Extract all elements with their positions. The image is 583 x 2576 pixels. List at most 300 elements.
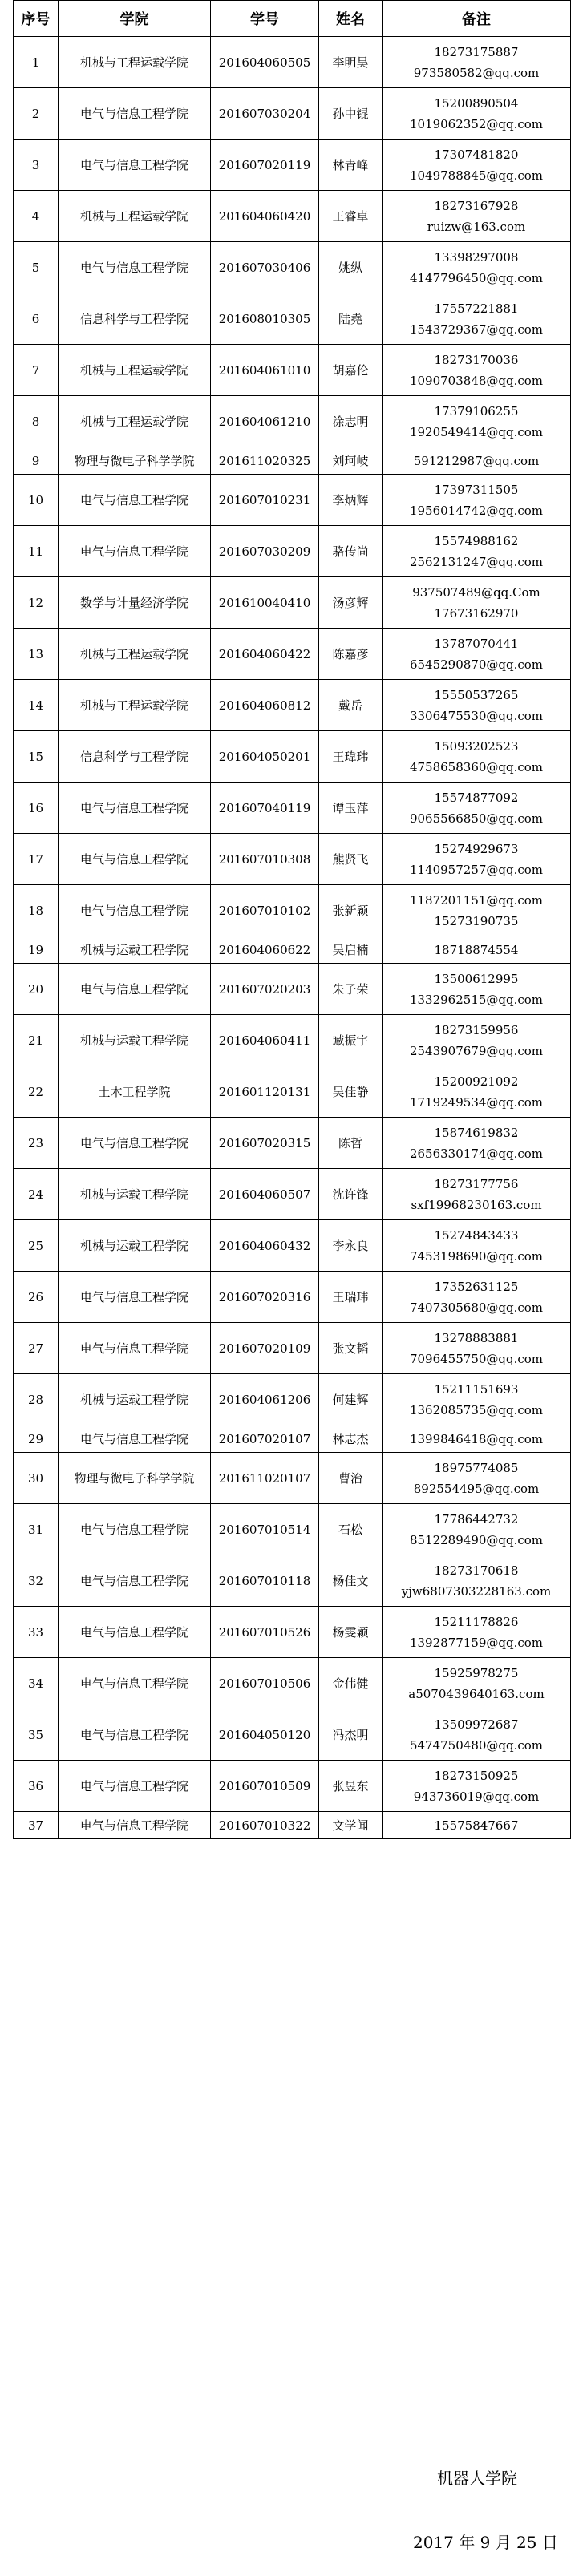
note-line: 18273150925 xyxy=(434,1768,519,1783)
cell-college: 数学与计量经济学院 xyxy=(59,577,211,629)
cell-name: 臧振宇 xyxy=(319,1015,383,1066)
cell-name: 李永良 xyxy=(319,1220,383,1272)
table-row xyxy=(14,140,571,191)
note-line: 3306475530@qq.com xyxy=(409,708,544,723)
cell-college: 电气与信息工程学院 xyxy=(59,1504,211,1555)
cell-no: 32 xyxy=(14,1555,59,1607)
cell-no: 18 xyxy=(14,885,59,936)
cell-college: 物理与微电子科学学院 xyxy=(59,447,211,475)
cell-notes xyxy=(383,526,571,577)
table-row xyxy=(14,293,571,345)
cell-no: 35 xyxy=(14,1709,59,1761)
note-line: 17352631125 xyxy=(434,1279,519,1294)
note-line: 937507489@qq.Com xyxy=(412,584,540,600)
cell-college: 电气与信息工程学院 xyxy=(59,1555,211,1607)
cell-college: 电气与信息工程学院 xyxy=(59,475,211,526)
cell-name: 张新颖 xyxy=(319,885,383,936)
cell-student-id: 201607010118 xyxy=(211,1555,319,1607)
table-body xyxy=(14,37,571,1839)
note-line: 15211178826 xyxy=(434,1614,519,1629)
note-line: 15274843433 xyxy=(434,1227,519,1243)
note-line: 1956014742@qq.com xyxy=(409,503,544,518)
cell-college: 机械与工程运载学院 xyxy=(59,37,211,88)
cell-student-id: 201604060411 xyxy=(211,1015,319,1066)
cell-college: 机械与运载工程学院 xyxy=(59,1169,211,1220)
cell-name: 涂志明 xyxy=(319,396,383,447)
note-line: a5070439640163.com xyxy=(408,1686,545,1701)
table-row xyxy=(14,964,571,1015)
table-row xyxy=(14,1323,571,1374)
table-row xyxy=(14,475,571,526)
table-row xyxy=(14,37,571,88)
cell-student-id: 201604061210 xyxy=(211,396,319,447)
note-line: 1392877159@qq.com xyxy=(409,1635,544,1650)
cell-notes xyxy=(383,1425,571,1453)
cell-student-id: 201604060505 xyxy=(211,37,319,88)
cell-notes xyxy=(383,1761,571,1812)
cell-college: 信息科学与工程学院 xyxy=(59,293,211,345)
cell-college: 机械与工程运载学院 xyxy=(59,396,211,447)
cell-college: 电气与信息工程学院 xyxy=(59,1761,211,1812)
table-row xyxy=(14,1272,571,1323)
cell-name: 吴启楠 xyxy=(319,936,383,964)
cell-student-id: 201601120131 xyxy=(211,1066,319,1118)
table-row xyxy=(14,191,571,242)
table-row xyxy=(14,1761,571,1812)
cell-name: 何建辉 xyxy=(319,1374,383,1425)
cell-notes xyxy=(383,1555,571,1607)
cell-no: 37 xyxy=(14,1812,59,1839)
note-line: 4147796450@qq.com xyxy=(409,270,544,285)
cell-no: 22 xyxy=(14,1066,59,1118)
cell-student-id: 201607010509 xyxy=(211,1761,319,1812)
note-line: 5474750480@qq.com xyxy=(409,1737,544,1753)
cell-college: 机械与工程运载学院 xyxy=(59,629,211,680)
cell-college: 电气与信息工程学院 xyxy=(59,242,211,293)
note-line: 13278883881 xyxy=(434,1330,519,1345)
cell-no: 21 xyxy=(14,1015,59,1066)
cell-notes xyxy=(383,37,571,88)
cell-notes xyxy=(383,1066,571,1118)
cell-student-id: 201607010322 xyxy=(211,1812,319,1839)
cell-name: 李明昊 xyxy=(319,37,383,88)
table-row xyxy=(14,1220,571,1272)
cell-notes xyxy=(383,783,571,834)
cell-name: 林青峰 xyxy=(319,140,383,191)
cell-notes xyxy=(383,447,571,475)
cell-name: 王瑋玮 xyxy=(319,731,383,783)
cell-no: 9 xyxy=(14,447,59,475)
note-line: 15550537265 xyxy=(434,687,519,702)
cell-notes xyxy=(383,936,571,964)
note-line: ruizw@163.com xyxy=(427,219,526,234)
note-line: 15574988162 xyxy=(434,533,519,548)
cell-name: 金伟健 xyxy=(319,1658,383,1709)
table-row xyxy=(14,526,571,577)
cell-college: 电气与信息工程学院 xyxy=(59,783,211,834)
cell-student-id: 201604061206 xyxy=(211,1374,319,1425)
cell-name: 陈哲 xyxy=(319,1118,383,1169)
cell-no: 34 xyxy=(14,1658,59,1709)
note-line: 15200921092 xyxy=(434,1074,519,1089)
cell-no: 14 xyxy=(14,680,59,731)
cell-name: 文学闻 xyxy=(319,1812,383,1839)
cell-no: 5 xyxy=(14,242,59,293)
cell-student-id: 201607030204 xyxy=(211,88,319,140)
cell-name: 曹治 xyxy=(319,1453,383,1504)
cell-college: 机械与运载工程学院 xyxy=(59,1374,211,1425)
note-line: 943736019@qq.com xyxy=(413,1789,540,1804)
cell-notes xyxy=(383,1015,571,1066)
cell-name: 沈许锋 xyxy=(319,1169,383,1220)
table-row xyxy=(14,834,571,885)
note-line: 17397311505 xyxy=(434,482,519,497)
cell-no: 3 xyxy=(14,140,59,191)
cell-notes xyxy=(383,293,571,345)
cell-notes xyxy=(383,140,571,191)
note-line: 1049788845@qq.com xyxy=(409,168,544,183)
note-line: 15925978275 xyxy=(434,1665,519,1680)
cell-notes xyxy=(383,345,571,396)
cell-notes xyxy=(383,1323,571,1374)
cell-name: 王瑞玮 xyxy=(319,1272,383,1323)
cell-student-id: 201607020316 xyxy=(211,1272,319,1323)
note-line: 9065566850@qq.com xyxy=(409,811,544,826)
cell-no: 2 xyxy=(14,88,59,140)
table-row xyxy=(14,345,571,396)
cell-notes xyxy=(383,1504,571,1555)
cell-no: 19 xyxy=(14,936,59,964)
note-line: 17673162970 xyxy=(434,605,519,621)
cell-student-id: 201604050201 xyxy=(211,731,319,783)
table-row xyxy=(14,783,571,834)
note-line: 2656330174@qq.com xyxy=(409,1146,544,1161)
note-line: 1019062352@qq.com xyxy=(409,116,544,131)
cell-student-id: 201607010231 xyxy=(211,475,319,526)
note-line: 15273190735 xyxy=(434,913,519,928)
note-line: 13500612995 xyxy=(434,971,519,986)
cell-no: 13 xyxy=(14,629,59,680)
header-college: 学院 xyxy=(59,1,211,37)
note-line: 1187201151@qq.com xyxy=(409,892,544,908)
cell-student-id: 201604061010 xyxy=(211,345,319,396)
note-line: 1140957257@qq.com xyxy=(409,862,544,877)
note-line: 4758658360@qq.com xyxy=(409,759,544,774)
cell-name: 戴岳 xyxy=(319,680,383,731)
cell-student-id: 201607030209 xyxy=(211,526,319,577)
table-row xyxy=(14,1555,571,1607)
cell-notes xyxy=(383,1453,571,1504)
cell-name: 杨佳文 xyxy=(319,1555,383,1607)
cell-college: 机械与运载工程学院 xyxy=(59,1220,211,1272)
note-line: 18273175887 xyxy=(434,44,519,59)
cell-notes xyxy=(383,964,571,1015)
cell-name: 孙中锟 xyxy=(319,88,383,140)
cell-notes xyxy=(383,629,571,680)
note-line: 973580582@qq.com xyxy=(413,65,540,80)
cell-notes xyxy=(383,1169,571,1220)
cell-college: 土木工程学院 xyxy=(59,1066,211,1118)
note-line: 18273177756 xyxy=(434,1176,519,1191)
table-row xyxy=(14,1504,571,1555)
table-row xyxy=(14,1607,571,1658)
cell-college: 机械与工程运载学院 xyxy=(59,345,211,396)
cell-student-id: 201607020107 xyxy=(211,1425,319,1453)
cell-no: 1 xyxy=(14,37,59,88)
table-row xyxy=(14,1453,571,1504)
cell-student-id: 201604060812 xyxy=(211,680,319,731)
note-line: 7407305680@qq.com xyxy=(409,1300,544,1315)
cell-student-id: 201604060420 xyxy=(211,191,319,242)
table-row xyxy=(14,577,571,629)
cell-student-id: 201607010102 xyxy=(211,885,319,936)
roster-table xyxy=(13,0,571,1839)
note-line: 1920549414@qq.com xyxy=(409,424,544,439)
cell-notes xyxy=(383,396,571,447)
cell-student-id: 201607010308 xyxy=(211,834,319,885)
table-row xyxy=(14,88,571,140)
cell-notes xyxy=(383,1607,571,1658)
table-row xyxy=(14,1658,571,1709)
cell-student-id: 201611020107 xyxy=(211,1453,319,1504)
note-line: 13509972687 xyxy=(434,1717,519,1732)
note-line: 15574877092 xyxy=(434,790,519,805)
cell-student-id: 201607020109 xyxy=(211,1323,319,1374)
note-line: 13398297008 xyxy=(434,249,519,265)
cell-college: 电气与信息工程学院 xyxy=(59,1425,211,1453)
cell-student-id: 201607010526 xyxy=(211,1607,319,1658)
cell-college: 电气与信息工程学院 xyxy=(59,1709,211,1761)
cell-college: 电气与信息工程学院 xyxy=(59,1272,211,1323)
cell-college: 电气与信息工程学院 xyxy=(59,1812,211,1839)
note-line: 17557221881 xyxy=(434,301,519,316)
note-line: 8512289490@qq.com xyxy=(409,1532,544,1547)
table-row xyxy=(14,1374,571,1425)
cell-name: 汤彦辉 xyxy=(319,577,383,629)
cell-notes xyxy=(383,577,571,629)
table-row xyxy=(14,1169,571,1220)
note-line: 18273159956 xyxy=(434,1022,519,1037)
note-line: 2562131247@qq.com xyxy=(409,554,544,569)
cell-name: 冯杰明 xyxy=(319,1709,383,1761)
note-line: 892554495@qq.com xyxy=(413,1481,540,1496)
cell-notes xyxy=(383,242,571,293)
note-line: 15874619832 xyxy=(434,1125,519,1140)
cell-no: 7 xyxy=(14,345,59,396)
cell-name: 刘珂岐 xyxy=(319,447,383,475)
cell-notes xyxy=(383,1118,571,1169)
cell-notes xyxy=(383,1812,571,1839)
cell-no: 28 xyxy=(14,1374,59,1425)
cell-notes xyxy=(383,191,571,242)
note-line: 1332962515@qq.com xyxy=(409,992,544,1007)
cell-notes xyxy=(383,1272,571,1323)
table-header-row xyxy=(14,1,571,37)
note-line: 18718874554 xyxy=(434,942,519,957)
cell-college: 电气与信息工程学院 xyxy=(59,1118,211,1169)
table-row xyxy=(14,242,571,293)
cell-no: 6 xyxy=(14,293,59,345)
table-row xyxy=(14,1709,571,1761)
header-notes: 备注 xyxy=(383,1,571,37)
note-line: 18273167928 xyxy=(434,198,519,213)
cell-student-id: 201607020119 xyxy=(211,140,319,191)
cell-student-id: 201607030406 xyxy=(211,242,319,293)
cell-college: 机械与运载工程学院 xyxy=(59,936,211,964)
cell-notes xyxy=(383,1374,571,1425)
cell-no: 11 xyxy=(14,526,59,577)
note-line: 2543907679@qq.com xyxy=(409,1043,544,1058)
issuing-college: 机器人学院 xyxy=(437,2469,517,2488)
note-line: 15093202523 xyxy=(434,738,519,754)
note-line: 13787070441 xyxy=(434,636,519,651)
cell-college: 信息科学与工程学院 xyxy=(59,731,211,783)
cell-name: 石松 xyxy=(319,1504,383,1555)
cell-no: 20 xyxy=(14,964,59,1015)
cell-no: 30 xyxy=(14,1453,59,1504)
cell-no: 33 xyxy=(14,1607,59,1658)
cell-college: 电气与信息工程学院 xyxy=(59,88,211,140)
cell-no: 15 xyxy=(14,731,59,783)
cell-name: 胡嘉伦 xyxy=(319,345,383,396)
note-line: 18273170618 xyxy=(434,1563,519,1578)
table-row xyxy=(14,885,571,936)
cell-no: 17 xyxy=(14,834,59,885)
cell-no: 23 xyxy=(14,1118,59,1169)
cell-student-id: 201607010506 xyxy=(211,1658,319,1709)
cell-college: 电气与信息工程学院 xyxy=(59,964,211,1015)
cell-college: 物理与微电子科学学院 xyxy=(59,1453,211,1504)
cell-student-id: 201604060422 xyxy=(211,629,319,680)
note-line: 15200890504 xyxy=(434,95,519,111)
cell-no: 26 xyxy=(14,1272,59,1323)
table-row xyxy=(14,680,571,731)
cell-no: 25 xyxy=(14,1220,59,1272)
cell-notes xyxy=(383,1658,571,1709)
table-row xyxy=(14,1015,571,1066)
cell-notes xyxy=(383,834,571,885)
note-line: 17786442732 xyxy=(434,1511,519,1527)
cell-name: 熊贤飞 xyxy=(319,834,383,885)
cell-notes xyxy=(383,731,571,783)
note-line: 15575847667 xyxy=(434,1818,519,1833)
cell-name: 姚纵 xyxy=(319,242,383,293)
note-line: 7453198690@qq.com xyxy=(409,1248,544,1264)
cell-college: 电气与信息工程学院 xyxy=(59,1658,211,1709)
cell-college: 机械与工程运载学院 xyxy=(59,680,211,731)
note-line: 1543729367@qq.com xyxy=(409,321,544,337)
cell-name: 谭玉萍 xyxy=(319,783,383,834)
cell-no: 29 xyxy=(14,1425,59,1453)
note-line: 6545290870@qq.com xyxy=(409,657,544,672)
note-line: 17307481820 xyxy=(434,147,519,162)
table-row xyxy=(14,629,571,680)
cell-notes xyxy=(383,1709,571,1761)
cell-student-id: 201607010514 xyxy=(211,1504,319,1555)
note-line: yjw6807303228163.com xyxy=(401,1583,552,1599)
cell-name: 骆传尚 xyxy=(319,526,383,577)
cell-college: 机械与运载工程学院 xyxy=(59,1015,211,1066)
cell-name: 陆堯 xyxy=(319,293,383,345)
cell-student-id: 201604060507 xyxy=(211,1169,319,1220)
note-line: 1090703848@qq.com xyxy=(409,373,544,388)
cell-college: 电气与信息工程学院 xyxy=(59,834,211,885)
cell-notes xyxy=(383,885,571,936)
cell-student-id: 201610040410 xyxy=(211,577,319,629)
table-row xyxy=(14,731,571,783)
header-no: 序号 xyxy=(14,1,59,37)
issue-date: 2017 年 9 月 25 日 xyxy=(413,2533,558,2552)
cell-college: 电气与信息工程学院 xyxy=(59,140,211,191)
cell-no: 24 xyxy=(14,1169,59,1220)
cell-notes xyxy=(383,680,571,731)
cell-college: 机械与工程运载学院 xyxy=(59,191,211,242)
header-student-id: 学号 xyxy=(211,1,319,37)
cell-no: 16 xyxy=(14,783,59,834)
cell-college: 电气与信息工程学院 xyxy=(59,1607,211,1658)
note-line: 1719249534@qq.com xyxy=(409,1094,544,1110)
cell-student-id: 201607020315 xyxy=(211,1118,319,1169)
table-row xyxy=(14,447,571,475)
cell-name: 张昱东 xyxy=(319,1761,383,1812)
cell-no: 36 xyxy=(14,1761,59,1812)
table-row xyxy=(14,1066,571,1118)
cell-no: 4 xyxy=(14,191,59,242)
cell-no: 10 xyxy=(14,475,59,526)
cell-student-id: 201604060622 xyxy=(211,936,319,964)
table-row xyxy=(14,1812,571,1839)
cell-name: 张文韬 xyxy=(319,1323,383,1374)
note-line: sxf19968230163.com xyxy=(411,1197,542,1212)
cell-no: 12 xyxy=(14,577,59,629)
note-line: 18975774085 xyxy=(434,1460,519,1475)
cell-notes xyxy=(383,1220,571,1272)
note-line: 591212987@qq.com xyxy=(413,453,540,468)
cell-student-id: 201604060432 xyxy=(211,1220,319,1272)
note-line: 15274929673 xyxy=(434,841,519,856)
cell-name: 陈嘉彦 xyxy=(319,629,383,680)
table-row xyxy=(14,396,571,447)
note-line: 18273170036 xyxy=(434,352,519,367)
cell-college: 电气与信息工程学院 xyxy=(59,526,211,577)
note-line: 1399846418@qq.com xyxy=(409,1431,544,1446)
cell-name: 吴佳静 xyxy=(319,1066,383,1118)
cell-college: 电气与信息工程学院 xyxy=(59,885,211,936)
cell-no: 31 xyxy=(14,1504,59,1555)
cell-college: 电气与信息工程学院 xyxy=(59,1323,211,1374)
cell-student-id: 201608010305 xyxy=(211,293,319,345)
note-line: 1362085735@qq.com xyxy=(409,1402,544,1417)
note-line: 15211151693 xyxy=(434,1381,519,1397)
table-row xyxy=(14,936,571,964)
cell-no: 8 xyxy=(14,396,59,447)
cell-student-id: 201607020203 xyxy=(211,964,319,1015)
table-row xyxy=(14,1425,571,1453)
cell-name: 林志杰 xyxy=(319,1425,383,1453)
cell-notes xyxy=(383,475,571,526)
cell-student-id: 201607040119 xyxy=(211,783,319,834)
cell-name: 朱子荣 xyxy=(319,964,383,1015)
cell-name: 王睿卓 xyxy=(319,191,383,242)
note-line: 7096455750@qq.com xyxy=(409,1351,544,1366)
cell-student-id: 201611020325 xyxy=(211,447,319,475)
cell-name: 杨雯颖 xyxy=(319,1607,383,1658)
cell-student-id: 201604050120 xyxy=(211,1709,319,1761)
note-line: 17379106255 xyxy=(434,403,519,419)
cell-no: 27 xyxy=(14,1323,59,1374)
header-name: 姓名 xyxy=(319,1,383,37)
cell-notes xyxy=(383,88,571,140)
